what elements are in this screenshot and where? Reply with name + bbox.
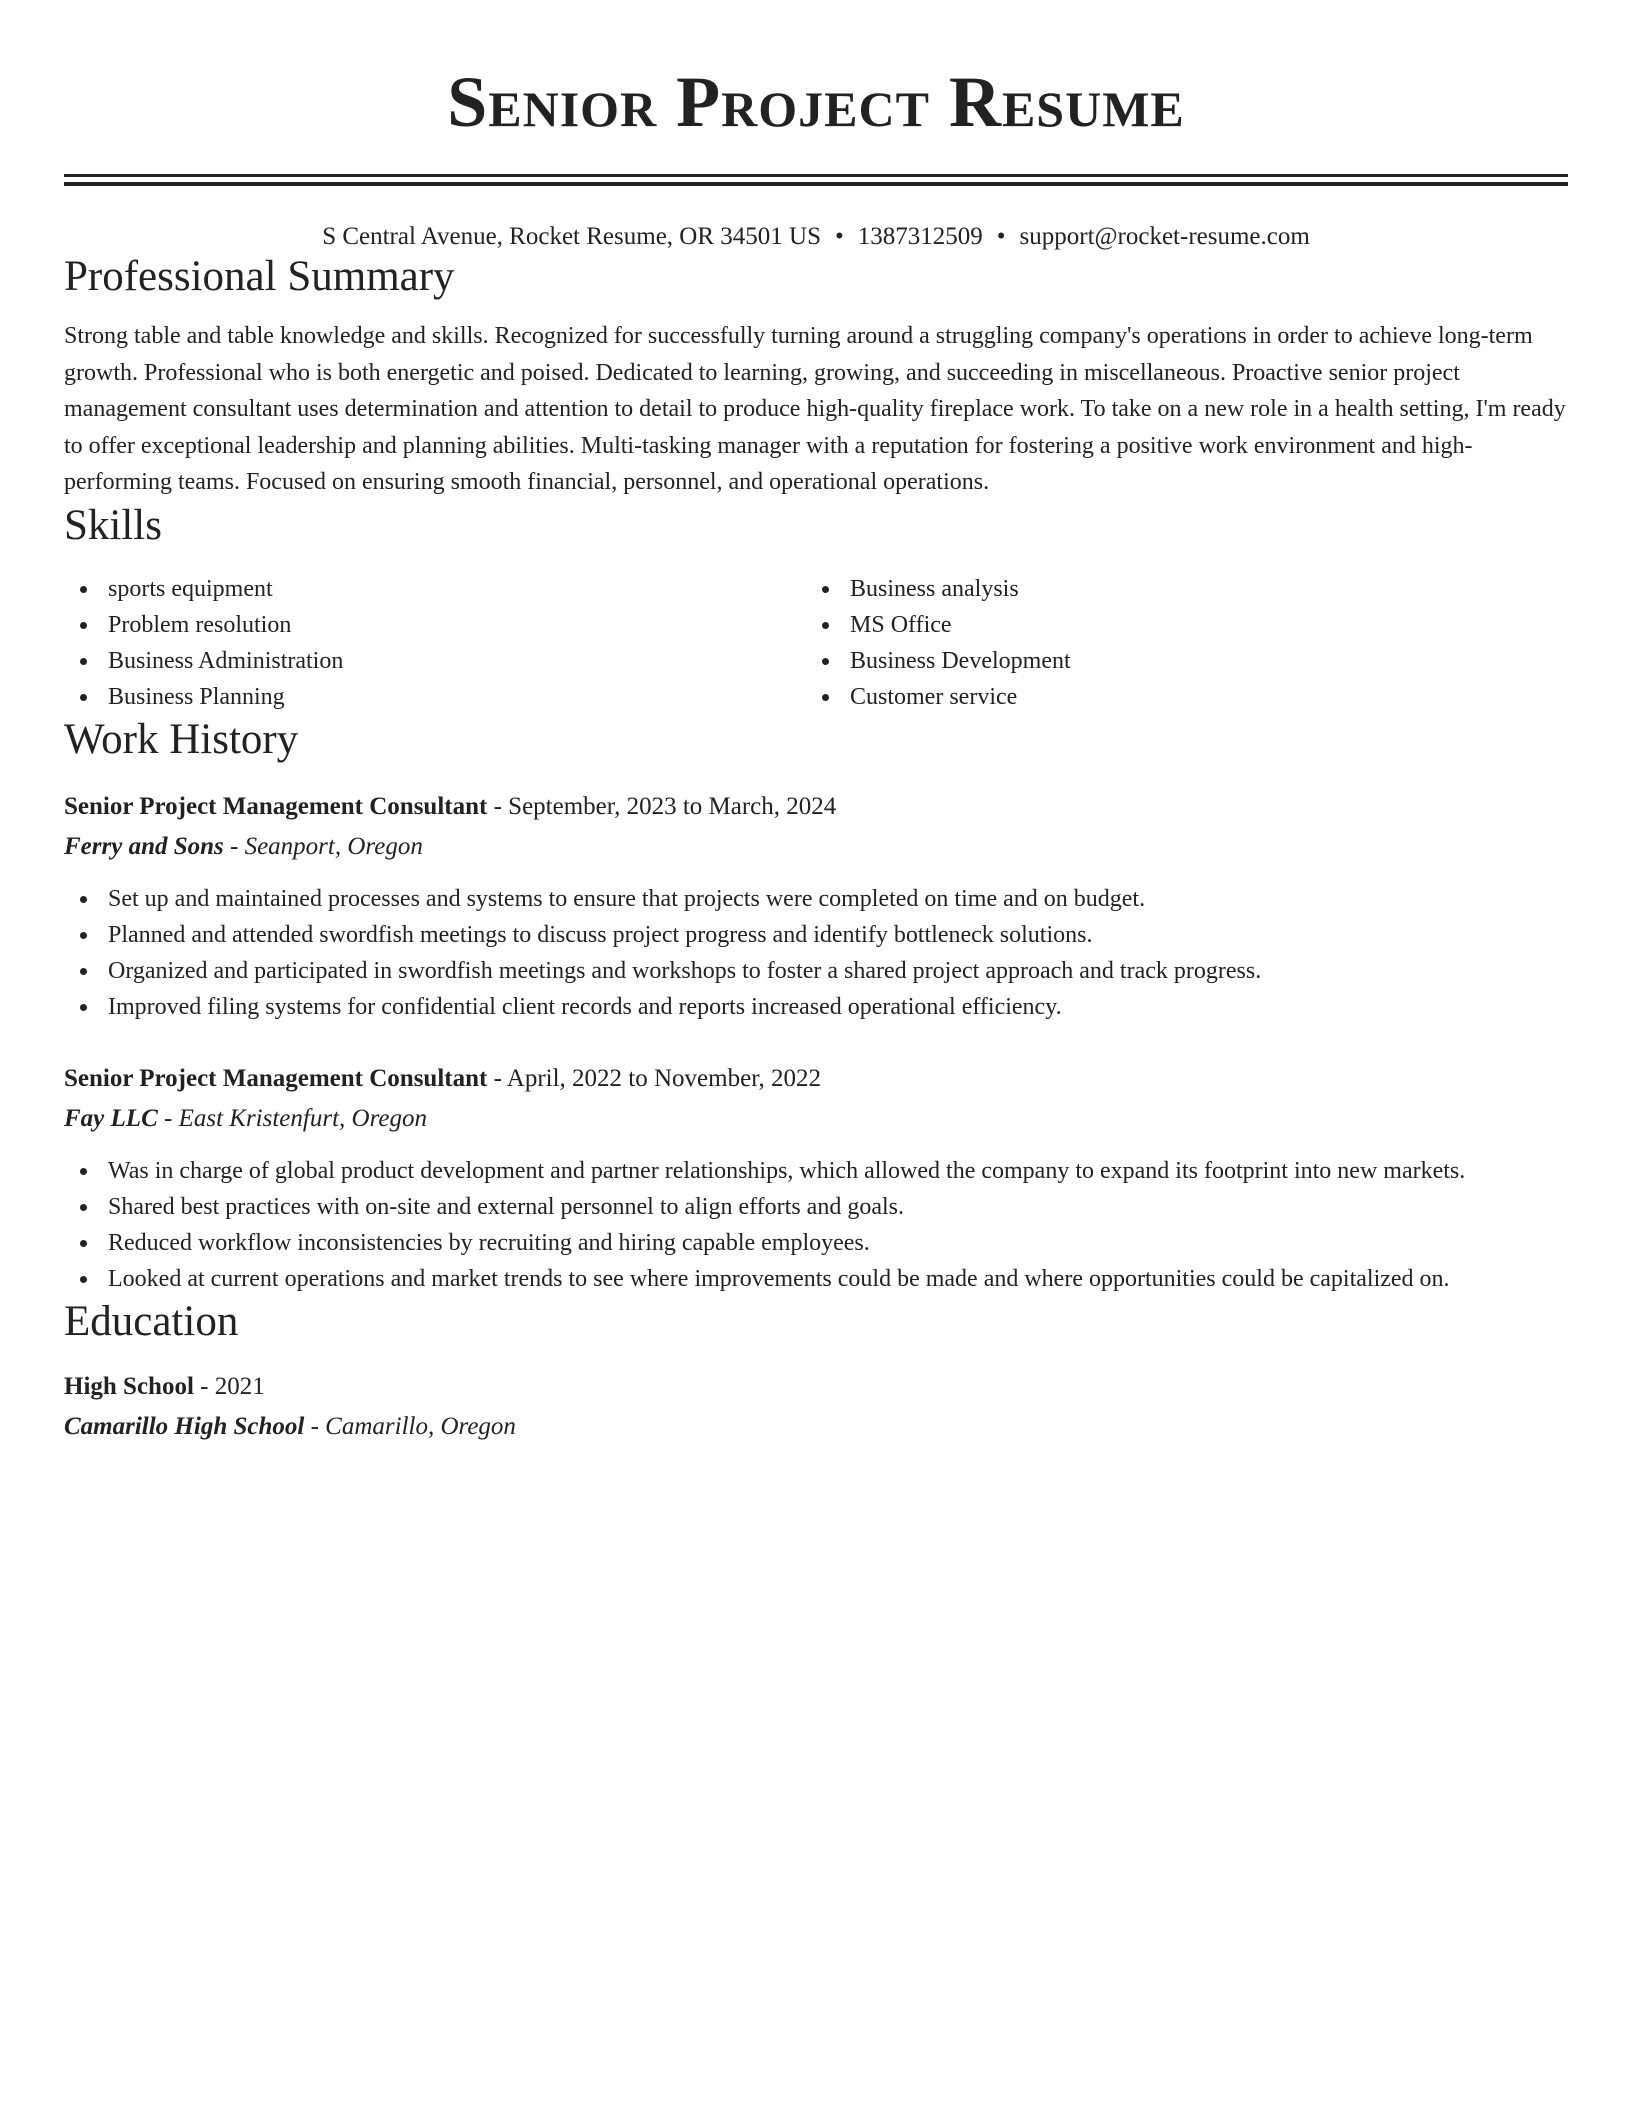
job-duty-item: Looked at current operations and market trends to see where improvements could be made and where opportunities could be capitalized on.	[64, 1261, 1568, 1297]
job-duty-item: Improved filing systems for confidential client records and reports increased operational efficiency.	[64, 989, 1568, 1025]
job-duties-list	[64, 1153, 1568, 1297]
job-company: Fay LLC	[64, 1104, 158, 1132]
header-rule-bottom	[64, 182, 1568, 186]
job-duty-item: Was in charge of global product development and partner relationships, which allowed the company to expand its footprint into new markets.	[64, 1153, 1568, 1189]
job-title: Senior Project Management Consultant	[64, 792, 488, 820]
skills-columns	[64, 571, 1568, 715]
job-duty-item: Shared best practices with on-site and external personnel to align efforts and goals.	[64, 1189, 1568, 1225]
job-title: Senior Project Management Consultant	[64, 1064, 488, 1092]
summary-text: Strong table and table knowledge and skills. Recognized for successfully turning around a struggling company's operations in order to achieve long-term growth. Professional who is both energetic and poised. Dedicated to learning, growing, and succeeding in miscellaneous. Proactive senior project management consultant uses determination and attention to detail to produce high-quality fireplace work. To take on a new role in a health setting, I'm ready to offer exceptional leadership and planning abilities. Multi-tasking manager with a reputation for fostering a positive work environment and high-performing teams. Focused on ensuring smooth financial, personnel, and operational operations.	[64, 323, 1566, 495]
job-dates: - September, 2023 to March, 2024	[487, 792, 837, 820]
resume-name: Senior Project Resume	[447, 62, 1185, 142]
job-location: - East Kristenfurt, Oregon	[157, 1104, 427, 1132]
skills-list-left	[64, 571, 806, 715]
job-title-line	[64, 787, 1568, 827]
education-school: Camarillo High School	[64, 1412, 305, 1440]
job-duty-item: Set up and maintained processes and systems to ensure that projects were completed on time and on budget.	[64, 881, 1568, 917]
skill-item: Business Development	[806, 643, 1548, 679]
job-entry	[64, 787, 1568, 1025]
education-degree-line	[64, 1367, 1568, 1407]
header-rule-top	[64, 174, 1568, 177]
contact-email: support@rocket-resume.com	[1019, 223, 1310, 250]
education-year: - 2021	[193, 1372, 265, 1400]
job-duty-item: Planned and attended swordfish meetings to discuss project progress and identify bottleneck solutions.	[64, 917, 1568, 953]
job-location: - Seanport, Oregon	[223, 832, 423, 860]
contact-separator: •	[996, 223, 1006, 250]
job-dates: - April, 2022 to November, 2022	[487, 1064, 822, 1092]
job-duties-list	[64, 881, 1568, 1025]
education-heading: Education	[64, 1297, 239, 1345]
skills-list-right	[806, 571, 1548, 715]
contact-separator: •	[834, 223, 844, 250]
skill-item: Customer service	[806, 679, 1548, 715]
job-company-line	[64, 827, 1568, 867]
skill-item: Problem resolution	[64, 607, 806, 643]
education-location: - Camarillo, Oregon	[304, 1412, 516, 1440]
job-duty-item: Organized and participated in swordfish meetings and workshops to foster a shared project approach and track progress.	[64, 953, 1568, 989]
job-company: Ferry and Sons	[64, 832, 224, 860]
work-history-heading: Work History	[64, 715, 299, 763]
contact-phone: 1387312509	[857, 223, 983, 250]
job-entry	[64, 1059, 1568, 1297]
summary-heading: Professional Summary	[64, 253, 455, 300]
education-school-line	[64, 1407, 1568, 1447]
contact-address: S Central Avenue, Rocket Resume, OR 34501 US	[322, 223, 821, 250]
education-degree: High School	[64, 1372, 194, 1400]
job-company-line	[64, 1099, 1568, 1139]
skill-item: Business Planning	[64, 679, 806, 715]
skill-item: MS Office	[806, 607, 1548, 643]
job-title-line	[64, 1059, 1568, 1099]
contact-line	[64, 222, 1568, 252]
skills-heading: Skills	[64, 501, 162, 549]
job-duty-item: Reduced workflow inconsistencies by recruiting and hiring capable employees.	[64, 1225, 1568, 1261]
skill-item: sports equipment	[64, 571, 806, 607]
skill-item: Business analysis	[806, 571, 1548, 607]
skill-item: Business Administration	[64, 643, 806, 679]
